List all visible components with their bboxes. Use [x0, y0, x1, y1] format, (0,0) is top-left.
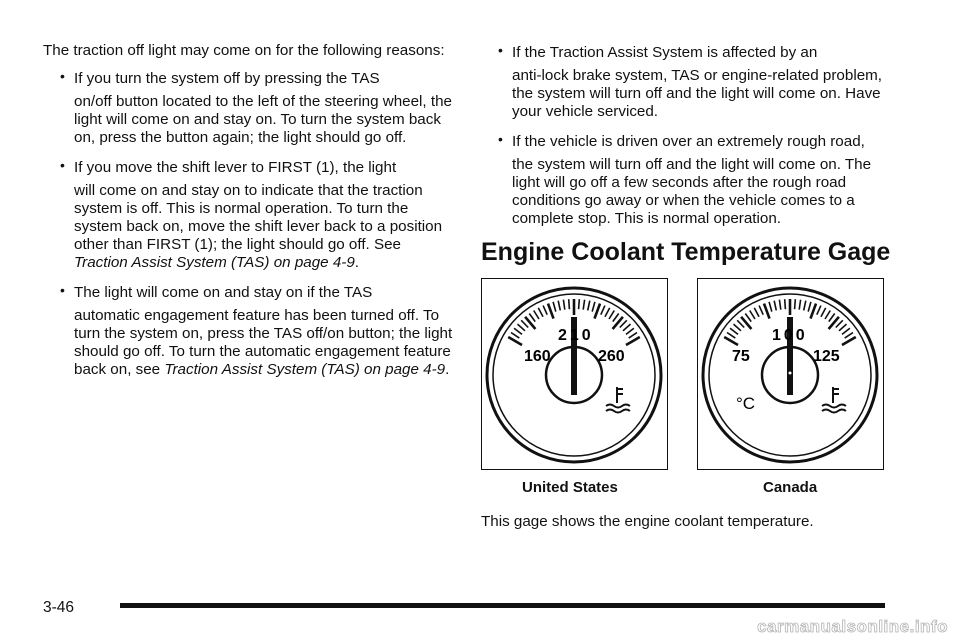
bullet-text: on/off button located to the left of the steering wheel, the light will come on and stay on. To turn the system back on, press the button again; the light should go off.: [74, 93, 452, 146]
gauge-tick: [579, 299, 580, 309]
gauge-high-label: 125: [813, 348, 840, 365]
bullet-tail: .: [445, 361, 450, 378]
bullet-dot-icon: •: [498, 131, 503, 147]
canada-gauge-figure: [697, 278, 884, 470]
bullet-text: anti-lock brake system, TAS or engine-related problem, the system will turn off and the light will come on. Have your vehicle serviced.: [512, 67, 883, 120]
right-column: [481, 44, 896, 240]
gauge-tick: [795, 299, 796, 309]
watermark: carmanualsonline.info: [757, 617, 948, 636]
celsius-unit-label: °C: [736, 394, 756, 413]
bullet-dot-icon: •: [60, 157, 65, 173]
bullet-dot-icon: •: [60, 282, 65, 298]
bullet-item: [43, 159, 453, 272]
canada-temperature-gauge-icon: [698, 279, 882, 468]
us-temperature-gauge-icon: [482, 279, 666, 468]
bullet-item: [43, 284, 453, 379]
bullet-first-line: If you turn the system off by pressing the TAS: [74, 70, 380, 87]
bullet-text: will come on and stay on to indicate that the traction system is off. This is normal operation. To turn the system back on, move the shift lever back to a position other than FIRST (1); the light should go off. See: [74, 182, 443, 253]
bullet-first-line: The light will come on and stay on if the TAS: [74, 284, 373, 301]
footer-rule: [120, 603, 885, 608]
bullet-first-line: If you move the shift lever to FIRST (1), the light: [74, 159, 397, 176]
bullet-first-line: If the Traction Assist System is affected by an: [512, 44, 818, 61]
bullet-item: [481, 44, 896, 121]
canada-gauge-caption: Canada: [763, 479, 818, 496]
gauge-high-label: 260: [598, 348, 625, 365]
gauge-low-label: 75: [732, 348, 750, 365]
section-heading: Engine Coolant Temperature Gage: [481, 238, 891, 266]
cross-reference-link[interactable]: Traction Assist System (TAS) on page 4-9: [74, 254, 355, 271]
us-gauge-figure: [481, 278, 668, 470]
gauge-description: This gage shows the engine coolant temperature.: [481, 513, 814, 530]
bullet-dot-icon: •: [498, 42, 503, 58]
bullet-text: the system will turn off and the light will come on. The light will go off a few seconds after the rough road conditions go away or when the vehicle comes to a complete stop. This is normal operation.: [512, 156, 872, 227]
gauge-tick: [569, 299, 570, 309]
gauge-tick: [785, 299, 786, 309]
gauge-mid-label: 100: [772, 327, 808, 344]
us-gauge-caption: United States: [522, 479, 618, 496]
bullet-tail: .: [354, 254, 360, 271]
intro-paragraph: The traction off light may come on for the following reasons:: [43, 42, 445, 59]
bullet-item: [43, 70, 453, 147]
left-column: [43, 42, 453, 391]
bullet-item: [481, 133, 896, 228]
page-number: 3-46: [43, 599, 75, 616]
gauge-mid-label: 210: [558, 327, 594, 344]
bullet-first-line: If the vehicle is driven over an extremely rough road,: [512, 133, 865, 150]
cross-reference-link[interactable]: Traction Assist System (TAS) on page 4-9: [164, 361, 446, 378]
bullet-text: automatic engagement feature has been turned off. To turn the system on, press the TAS off/on button; the light should go off. To turn the automatic engagement feature back on, see: [74, 307, 453, 378]
gauge-low-label: 160: [524, 348, 551, 365]
bullet-dot-icon: •: [60, 68, 65, 84]
